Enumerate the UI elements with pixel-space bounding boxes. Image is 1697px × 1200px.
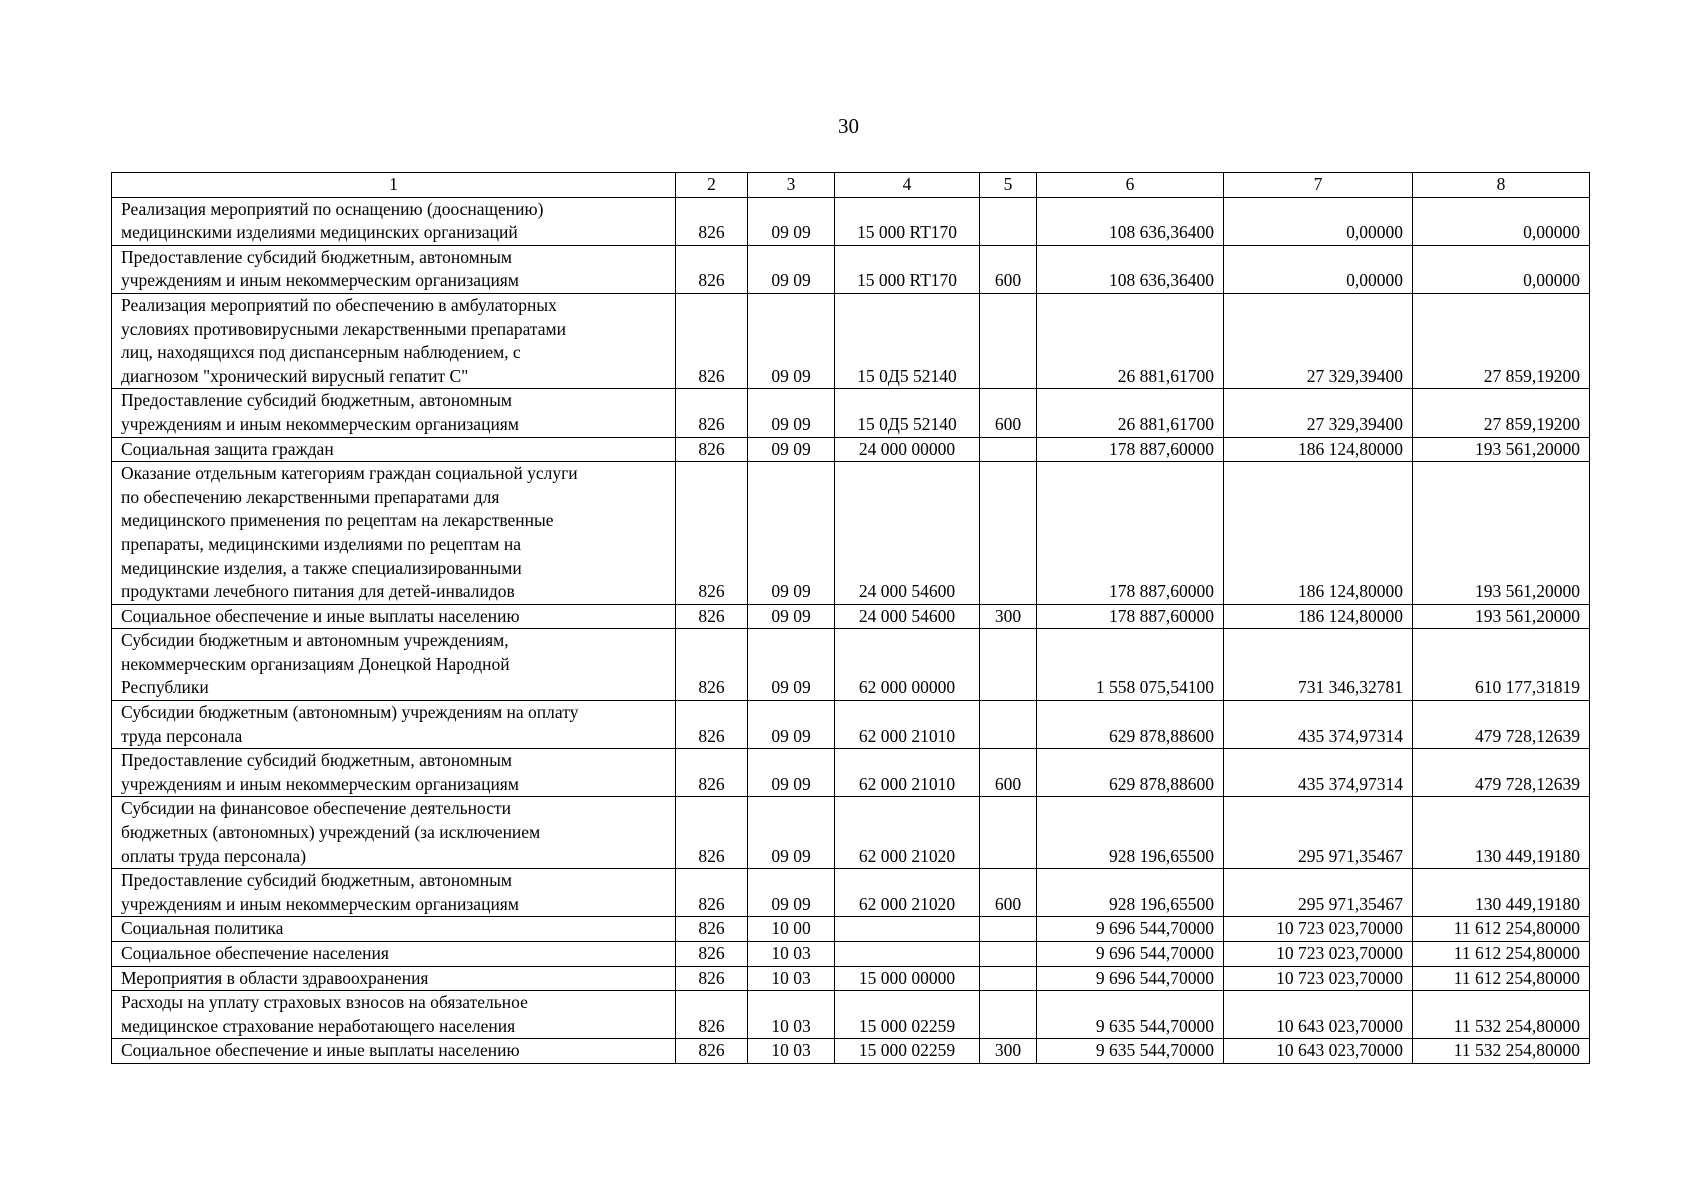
row-name-cell [112, 389, 676, 437]
gr-code-cell: 826 [676, 869, 748, 917]
amount-col7-cell: 10 723 023,70000 [1224, 942, 1413, 967]
amount-col8-cell: 0,00000 [1413, 245, 1590, 293]
amount-col8-cell: 27 859,19200 [1413, 293, 1590, 388]
row-name-line: учреждениям и иным некоммерческим организациям [121, 413, 519, 434]
amount-col8-cell: 479 728,12639 [1413, 701, 1590, 749]
table-row [112, 942, 1590, 967]
target-article-cell: 62 000 21020 [835, 869, 980, 917]
amount-col8-cell: 27 859,19200 [1413, 389, 1590, 437]
amount-col7-cell: 186 124,80000 [1224, 437, 1413, 462]
amount-col7-cell: 731 346,32781 [1224, 629, 1413, 701]
row-name-line: условиях противовирусными лекарственными препаратами [121, 318, 566, 339]
gr-code-cell: 826 [676, 942, 748, 967]
amount-col8-cell: 11 612 254,80000 [1413, 942, 1590, 967]
amount-col6-cell: 178 887,60000 [1037, 462, 1224, 605]
amount-col8-cell: 0,00000 [1413, 197, 1590, 245]
amount-col8-cell: 610 177,31819 [1413, 629, 1590, 701]
amount-col6-cell: 9 635 544,70000 [1037, 991, 1224, 1039]
amount-col7-cell: 27 329,39400 [1224, 293, 1413, 388]
row-name-line: труда персонала [121, 725, 243, 746]
column-header: 5 [980, 173, 1037, 198]
target-article-cell: 15 000 00000 [835, 966, 980, 991]
section-code-cell: 09 09 [748, 389, 835, 437]
amount-col8-cell: 130 449,19180 [1413, 869, 1590, 917]
column-header: 2 [676, 173, 748, 198]
section-code-cell: 09 09 [748, 749, 835, 797]
amount-col7-cell: 27 329,39400 [1224, 389, 1413, 437]
table-row [112, 245, 1590, 293]
amount-col7-cell: 10 643 023,70000 [1224, 1039, 1413, 1064]
row-name-line: Реализация мероприятий по оснащению (дооснащению) [121, 198, 544, 219]
expense-type-cell [980, 629, 1037, 701]
row-name-cell [112, 966, 676, 991]
target-article-cell: 15 0Д5 52140 [835, 293, 980, 388]
expense-type-cell [980, 966, 1037, 991]
amount-col7-cell: 0,00000 [1224, 245, 1413, 293]
section-code-cell: 09 09 [748, 197, 835, 245]
expense-type-cell [980, 293, 1037, 388]
row-name-cell [112, 749, 676, 797]
row-name-cell [112, 437, 676, 462]
target-article-cell [835, 917, 980, 942]
table-row [112, 462, 1590, 605]
section-code-cell: 10 03 [748, 991, 835, 1039]
amount-col6-cell: 928 196,65500 [1037, 797, 1224, 869]
column-header: 8 [1413, 173, 1590, 198]
table-row [112, 917, 1590, 942]
row-name-line: Предоставление субсидий бюджетным, автономным [121, 390, 512, 411]
row-name-cell [112, 869, 676, 917]
table-row [112, 1039, 1590, 1064]
amount-col6-cell: 108 636,36400 [1037, 197, 1224, 245]
amount-col6-cell: 9 696 544,70000 [1037, 917, 1224, 942]
target-article-cell: 15 000 02259 [835, 1039, 980, 1064]
row-name-line: диагнозом "хронический вирусный гепатит С" [121, 365, 469, 386]
section-code-cell: 09 09 [748, 797, 835, 869]
gr-code-cell: 826 [676, 991, 748, 1039]
amount-col8-cell: 193 561,20000 [1413, 437, 1590, 462]
table-row [112, 389, 1590, 437]
section-code-cell: 09 09 [748, 293, 835, 388]
gr-code-cell: 826 [676, 629, 748, 701]
amount-col7-cell: 10 643 023,70000 [1224, 991, 1413, 1039]
table-row [112, 869, 1590, 917]
section-code-cell: 10 00 [748, 917, 835, 942]
row-name-line: препараты, медицинскими изделиями по рецептам на [121, 533, 521, 554]
row-name-line: продуктами лечебного питания для детей-инвалидов [121, 581, 515, 602]
target-article-cell: 15 000 RT170 [835, 197, 980, 245]
row-name-line: Социальное обеспечение и иные выплаты населению [121, 1040, 520, 1061]
amount-col6-cell: 26 881,61700 [1037, 293, 1224, 388]
target-article-cell: 15 000 RT170 [835, 245, 980, 293]
amount-col7-cell: 10 723 023,70000 [1224, 966, 1413, 991]
amount-col8-cell: 11 612 254,80000 [1413, 917, 1590, 942]
table-row [112, 797, 1590, 869]
row-name-line: Расходы на уплату страховых взносов на обязательное [121, 992, 528, 1013]
gr-code-cell: 826 [676, 1039, 748, 1064]
row-name-cell [112, 1039, 676, 1064]
gr-code-cell: 826 [676, 293, 748, 388]
section-code-cell: 09 09 [748, 437, 835, 462]
expense-type-cell: 600 [980, 869, 1037, 917]
amount-col6-cell: 26 881,61700 [1037, 389, 1224, 437]
expense-type-cell: 300 [980, 1039, 1037, 1064]
row-name-line: Социальная политика [121, 918, 284, 939]
section-code-cell: 09 09 [748, 869, 835, 917]
amount-col8-cell: 11 532 254,80000 [1413, 1039, 1590, 1064]
column-header: 3 [748, 173, 835, 198]
row-name-line: учреждениям и иным некоммерческим организациям [121, 773, 519, 794]
section-code-cell: 09 09 [748, 245, 835, 293]
target-article-cell [835, 942, 980, 967]
target-article-cell: 62 000 21010 [835, 749, 980, 797]
amount-col7-cell: 295 971,35467 [1224, 869, 1413, 917]
table-row [112, 701, 1590, 749]
amount-col6-cell: 9 635 544,70000 [1037, 1039, 1224, 1064]
expense-type-cell [980, 991, 1037, 1039]
expense-type-cell [980, 437, 1037, 462]
amount-col7-cell: 186 124,80000 [1224, 462, 1413, 605]
section-code-cell: 09 09 [748, 629, 835, 701]
expense-type-cell [980, 917, 1037, 942]
amount-col8-cell: 193 561,20000 [1413, 604, 1590, 629]
gr-code-cell: 826 [676, 917, 748, 942]
row-name-line: бюджетных (автономных) учреждений (за исключением [121, 822, 541, 843]
section-code-cell: 09 09 [748, 701, 835, 749]
section-code-cell: 09 09 [748, 604, 835, 629]
column-header: 4 [835, 173, 980, 198]
page-number: 30 [838, 114, 859, 138]
row-name-cell [112, 604, 676, 629]
table-row [112, 629, 1590, 701]
target-article-cell: 62 000 00000 [835, 629, 980, 701]
gr-code-cell: 826 [676, 462, 748, 605]
amount-col6-cell: 108 636,36400 [1037, 245, 1224, 293]
row-name-line: Предоставление субсидий бюджетным, автономным [121, 870, 512, 891]
column-header: 6 [1037, 173, 1224, 198]
row-name-cell [112, 942, 676, 967]
amount-col7-cell: 435 374,97314 [1224, 701, 1413, 749]
amount-col6-cell: 629 878,88600 [1037, 749, 1224, 797]
row-name-cell [112, 629, 676, 701]
section-code-cell: 10 03 [748, 942, 835, 967]
target-article-cell: 15 000 02259 [835, 991, 980, 1039]
row-name-line: учреждениям и иным некоммерческим организациям [121, 893, 519, 914]
row-name-line: Субсидии бюджетным (автономным) учреждениям на оплату [121, 702, 579, 723]
gr-code-cell: 826 [676, 749, 748, 797]
row-name-cell [112, 245, 676, 293]
amount-col8-cell: 11 612 254,80000 [1413, 966, 1590, 991]
amount-col6-cell: 1 558 075,54100 [1037, 629, 1224, 701]
table-row [112, 604, 1590, 629]
target-article-cell: 24 000 00000 [835, 437, 980, 462]
gr-code-cell: 826 [676, 966, 748, 991]
amount-col7-cell: 435 374,97314 [1224, 749, 1413, 797]
row-name-line: Оказание отдельным категориям граждан социальной услуги [121, 463, 578, 484]
row-name-line: медицинского применения по рецептам на лекарственные [121, 510, 554, 531]
row-name-line: медицинское страхование неработающего населения [121, 1015, 516, 1036]
expense-type-cell: 600 [980, 749, 1037, 797]
gr-code-cell: 826 [676, 604, 748, 629]
row-name-line: Реализация мероприятий по обеспечению в амбулаторных [121, 294, 557, 315]
row-name-line: Субсидии бюджетным и автономным учреждениям, [121, 630, 509, 651]
amount-col8-cell: 11 532 254,80000 [1413, 991, 1590, 1039]
row-name-cell [112, 797, 676, 869]
amount-col8-cell: 193 561,20000 [1413, 462, 1590, 605]
row-name-line: Республики [121, 677, 209, 698]
row-name-line: Мероприятия в области здравоохранения [121, 967, 429, 988]
row-name-line: Социальное обеспечение и иные выплаты населению [121, 605, 520, 626]
table-row [112, 437, 1590, 462]
table-row [112, 749, 1590, 797]
row-name-line: Социальное обеспечение населения [121, 943, 389, 963]
amount-col8-cell: 130 449,19180 [1413, 797, 1590, 869]
row-name-line: учреждениям и иным некоммерческим организациям [121, 270, 519, 291]
table-row [112, 991, 1590, 1039]
amount-col6-cell: 928 196,65500 [1037, 869, 1224, 917]
gr-code-cell: 826 [676, 797, 748, 869]
row-name-cell [112, 917, 676, 942]
gr-code-cell: 826 [676, 701, 748, 749]
row-name-line: некоммерческим организациям Донецкой Народной [121, 653, 510, 674]
amount-col7-cell: 0,00000 [1224, 197, 1413, 245]
table-body [112, 197, 1590, 1063]
target-article-cell: 24 000 54600 [835, 462, 980, 605]
section-code-cell: 10 03 [748, 966, 835, 991]
amount-col7-cell: 186 124,80000 [1224, 604, 1413, 629]
row-name-line: медицинские изделия, а также специализированными [121, 557, 522, 578]
target-article-cell: 15 0Д5 52140 [835, 389, 980, 437]
amount-col7-cell: 10 723 023,70000 [1224, 917, 1413, 942]
row-name-line: Предоставление субсидий бюджетным, автономным [121, 246, 512, 267]
table-row [112, 966, 1590, 991]
row-name-line: по обеспечению лекарственными препаратами для [121, 486, 500, 507]
amount-col6-cell: 9 696 544,70000 [1037, 966, 1224, 991]
section-code-cell: 09 09 [748, 462, 835, 605]
amount-col7-cell: 295 971,35467 [1224, 797, 1413, 869]
expense-type-cell: 600 [980, 389, 1037, 437]
gr-code-cell: 826 [676, 245, 748, 293]
expense-type-cell [980, 701, 1037, 749]
section-code-cell: 10 03 [748, 1039, 835, 1064]
row-name-cell [112, 462, 676, 605]
table-row [112, 293, 1590, 388]
row-name-line: Субсидии на финансовое обеспечение деятельности [121, 798, 511, 819]
gr-code-cell: 826 [676, 197, 748, 245]
row-name-cell [112, 991, 676, 1039]
row-name-cell [112, 197, 676, 245]
row-name-cell [112, 293, 676, 388]
target-article-cell: 62 000 21010 [835, 701, 980, 749]
expense-type-cell [980, 462, 1037, 605]
column-header: 7 [1224, 173, 1413, 198]
column-header: 1 [112, 173, 676, 198]
amount-col6-cell: 629 878,88600 [1037, 701, 1224, 749]
target-article-cell: 62 000 21020 [835, 797, 980, 869]
amount-col6-cell: 178 887,60000 [1037, 604, 1224, 629]
gr-code-cell: 826 [676, 437, 748, 462]
amount-col8-cell: 479 728,12639 [1413, 749, 1590, 797]
row-name-line: Предоставление субсидий бюджетным, автономным [121, 750, 512, 771]
row-name-line: оплаты труда персонала) [121, 845, 307, 866]
expense-type-cell [980, 942, 1037, 967]
expense-type-cell [980, 197, 1037, 245]
expense-type-cell: 600 [980, 245, 1037, 293]
header-row [112, 173, 1590, 198]
row-name-line: медицинскими изделиями медицинских организаций [121, 222, 518, 243]
amount-col6-cell: 178 887,60000 [1037, 437, 1224, 462]
gr-code-cell: 826 [676, 389, 748, 437]
row-name-line: лиц, находящихся под диспансерным наблюдением, с [121, 342, 521, 363]
amount-col6-cell: 9 696 544,70000 [1037, 942, 1224, 967]
row-name-line: Социальная защита граждан [121, 438, 334, 459]
table-row [112, 197, 1590, 245]
budget-table [111, 172, 1590, 1064]
expense-type-cell [980, 797, 1037, 869]
expense-type-cell: 300 [980, 604, 1037, 629]
row-name-cell [112, 701, 676, 749]
target-article-cell: 24 000 54600 [835, 604, 980, 629]
